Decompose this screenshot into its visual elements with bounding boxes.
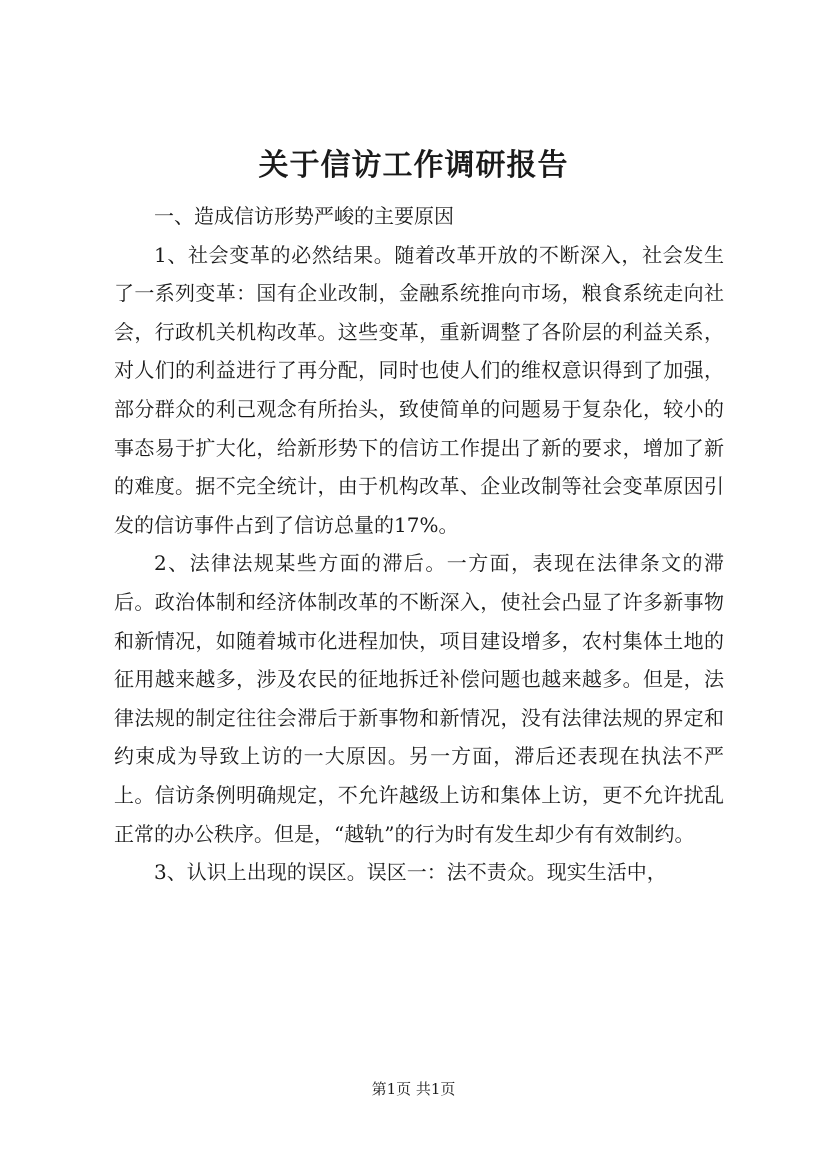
page-footer: 第1页 共1页 <box>371 1080 456 1098</box>
paragraph-social-change: 1、社会变革的必然结果。随着改革开放的不断深入，社会发生了一系列变革：国有企业改制，金融系统推向市场，粮食系统走向社会，行政机关机构改革。这些变革，重新调整了各阶层的利益关系，对人们的利益进行了再分配，同时也使人们的维权意识得到了加强，部分群众的利己观念有所抬头，致使简单的问题易于复杂化，较小的事态易于扩大化，给新形势下的信访工作提出了新的要求，增加了新的难度。据不完全统计，由于机构改革、企业改制等社会变革原因引发的信访事件占到了信访总量的17%。 <box>114 242 724 537</box>
paragraph-legal-lag: 2、法律法规某些方面的滞后。一方面，表现在法律条文的滞后。政治体制和经济体制改革的不断深入，使社会凸显了许多新事物和新情况，如随着城市化进程加快，项目建设增多，农村集体土地的征用越来越多，涉及农民的征地拆迁补偿问题也越来越多。但是，法律法规的制定往往会滞后于新事物和新情况，没有法律法规的界定和约束成为导致上访的一大原因。另一方面，滞后还表现在执法不严上。信访条例明确规定，不允许越级上访和集体上访，更不允许扰乱正常的办公秩序。但是，“越轨”的行为时有发生却少有有效制约。 <box>114 551 724 846</box>
document-title: 关于信访工作调研报告 <box>258 148 569 183</box>
paragraph-misconceptions: 3、认识上出现的误区。误区一：法不责众。现实生活中， <box>154 860 667 885</box>
document-body <box>114 197 724 892</box>
section-heading: 一、造成信访形势严峻的主要原因 <box>154 204 454 228</box>
